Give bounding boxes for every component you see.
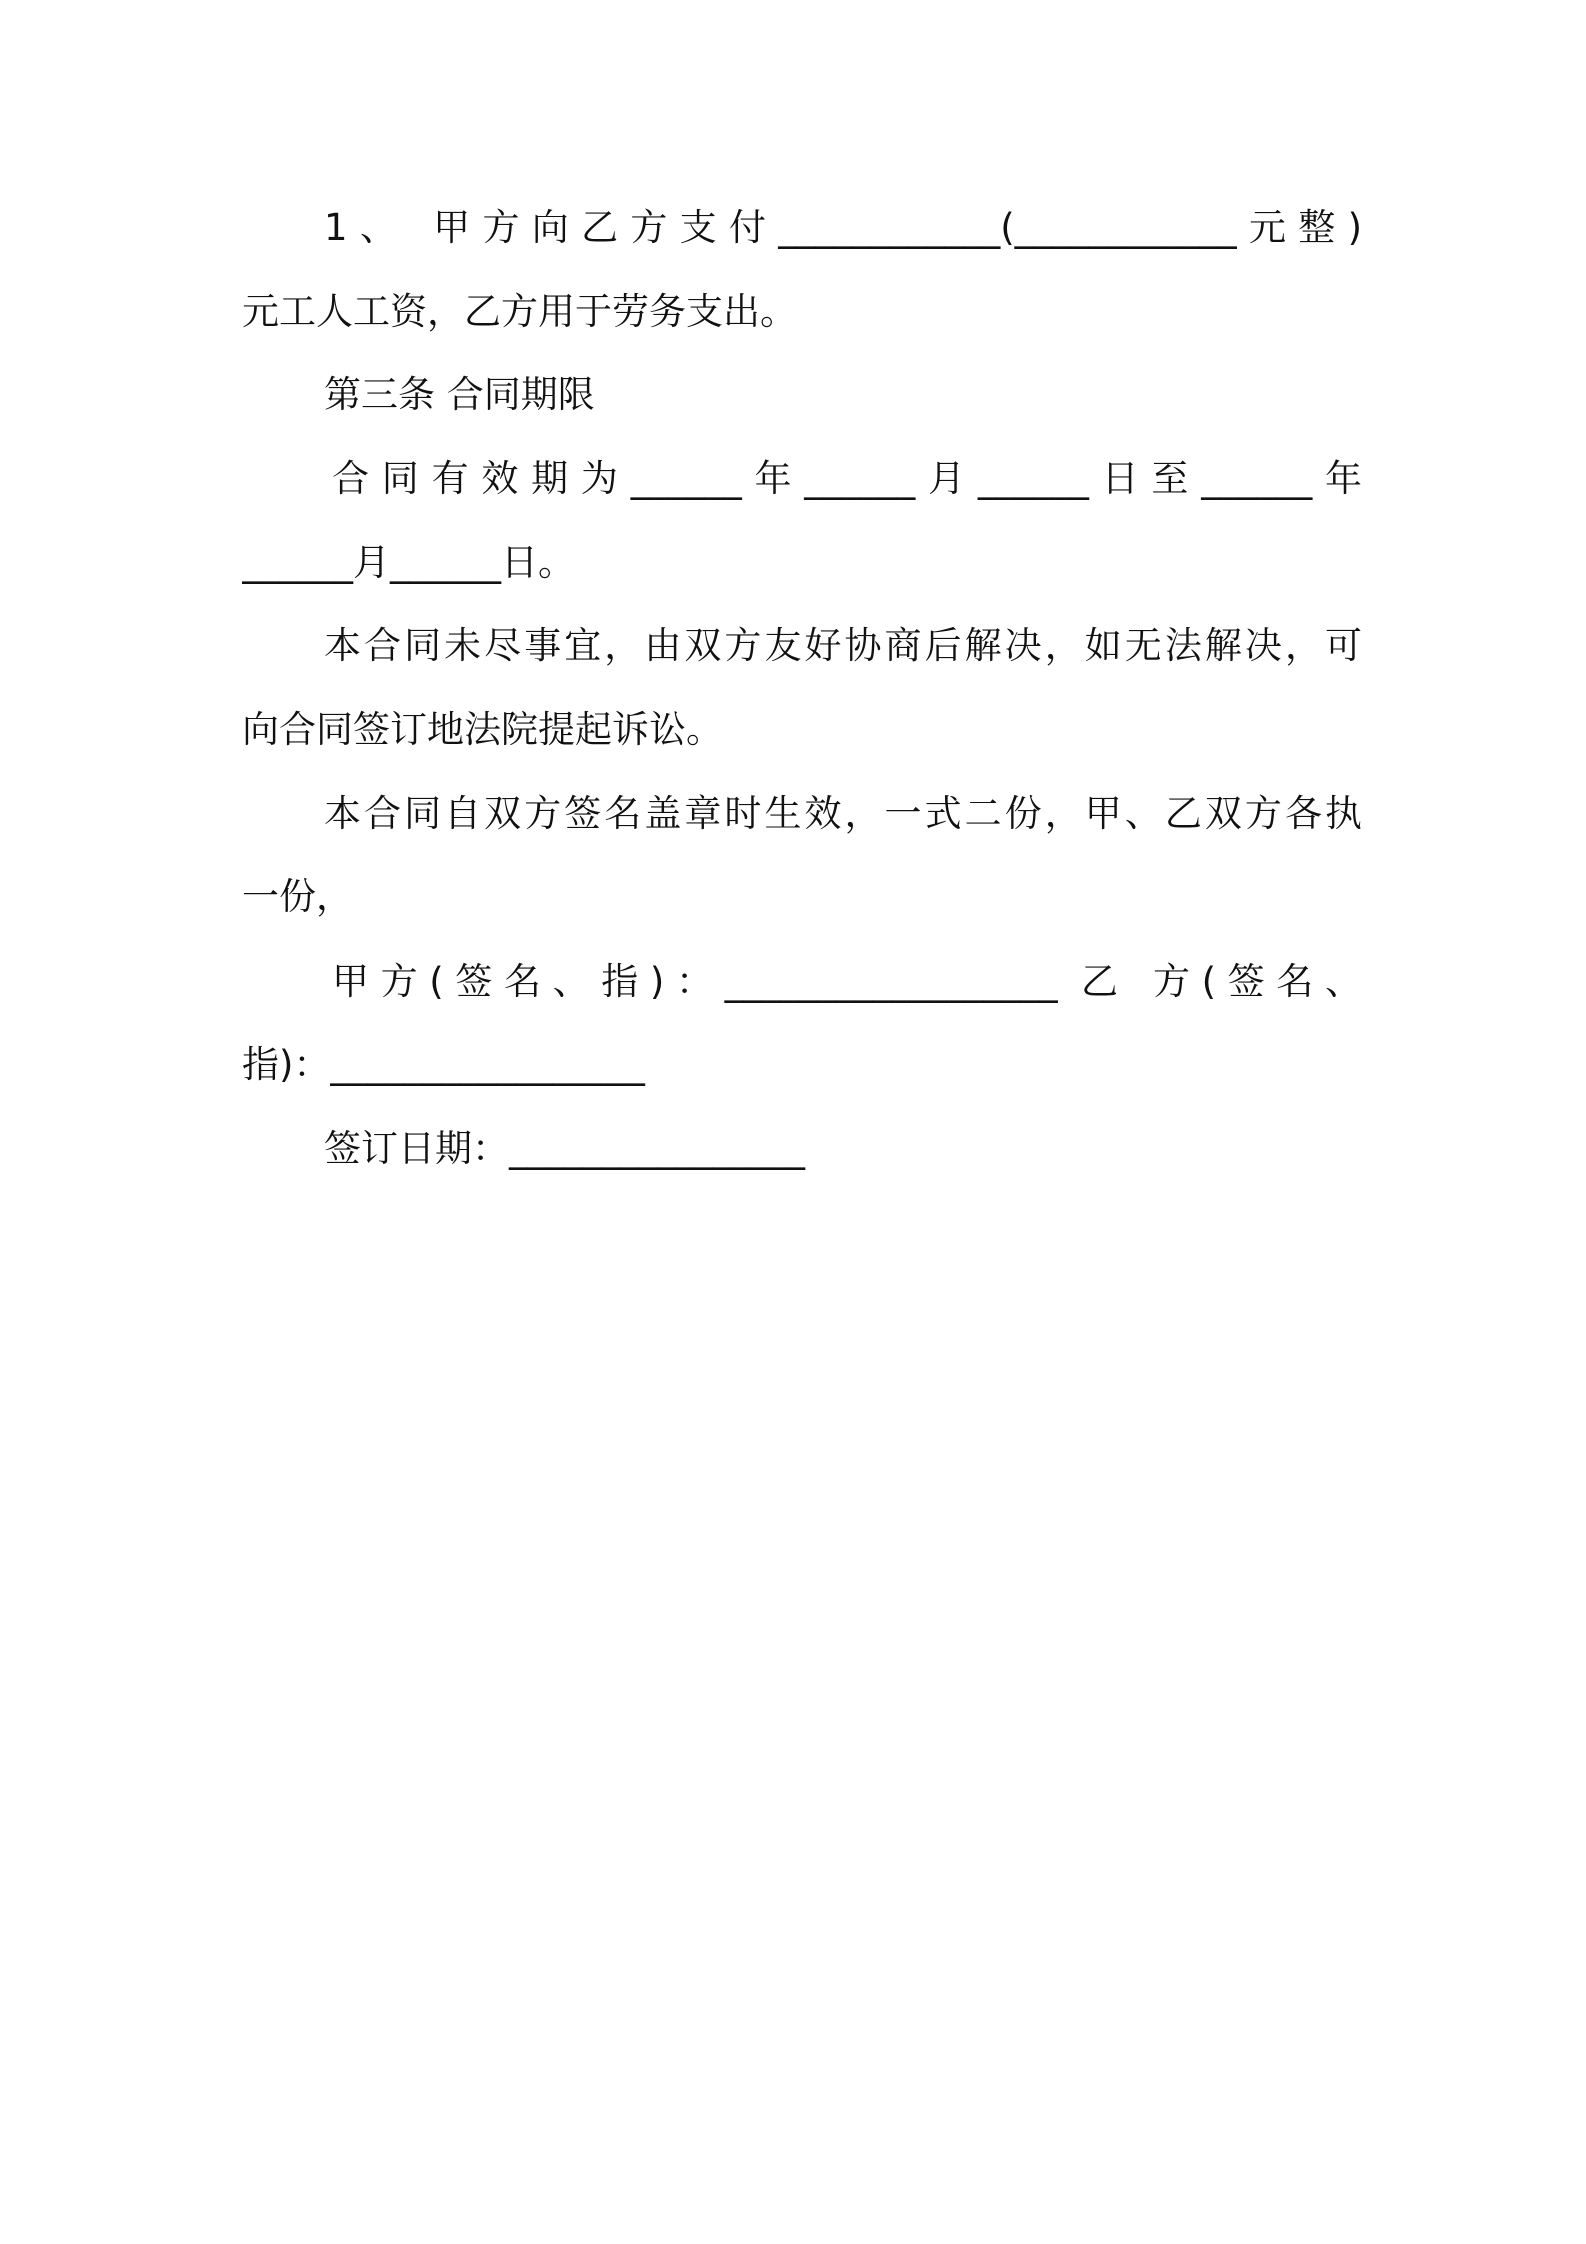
signature-line-1: 甲方(签名、指)：__________________ 乙 方(签名、 (332, 960, 1362, 1003)
effect-clause-line-2: 一份， (242, 875, 353, 918)
contract-term-line-1: 合同有效期为______年______月______日至______年 (332, 457, 1362, 500)
signing-date-line: 签订日期：________________ (324, 1127, 805, 1170)
dispute-clause-line-1: 本合同未尽事宜，由双方友好协商后解决，如无法解决，可 (324, 624, 1362, 667)
payment-clause-line-2: 元工人工资，乙方用于劳务支出。 (242, 290, 797, 333)
payment-clause-line-1: 1、 甲方向乙方支付____________(____________元整) (324, 206, 1362, 249)
section-heading-contract-term: 第三条 合同期限 (324, 373, 595, 416)
signature-line-2: 指)：_________________ (242, 1043, 645, 1086)
effect-clause-line-1: 本合同自双方签名盖章时生效，一式二份，甲、乙双方各执 (324, 792, 1362, 835)
dispute-clause-line-2: 向合同签订地法院提起诉讼。 (242, 708, 723, 751)
contract-term-line-2: ______月______日。 (242, 541, 575, 584)
